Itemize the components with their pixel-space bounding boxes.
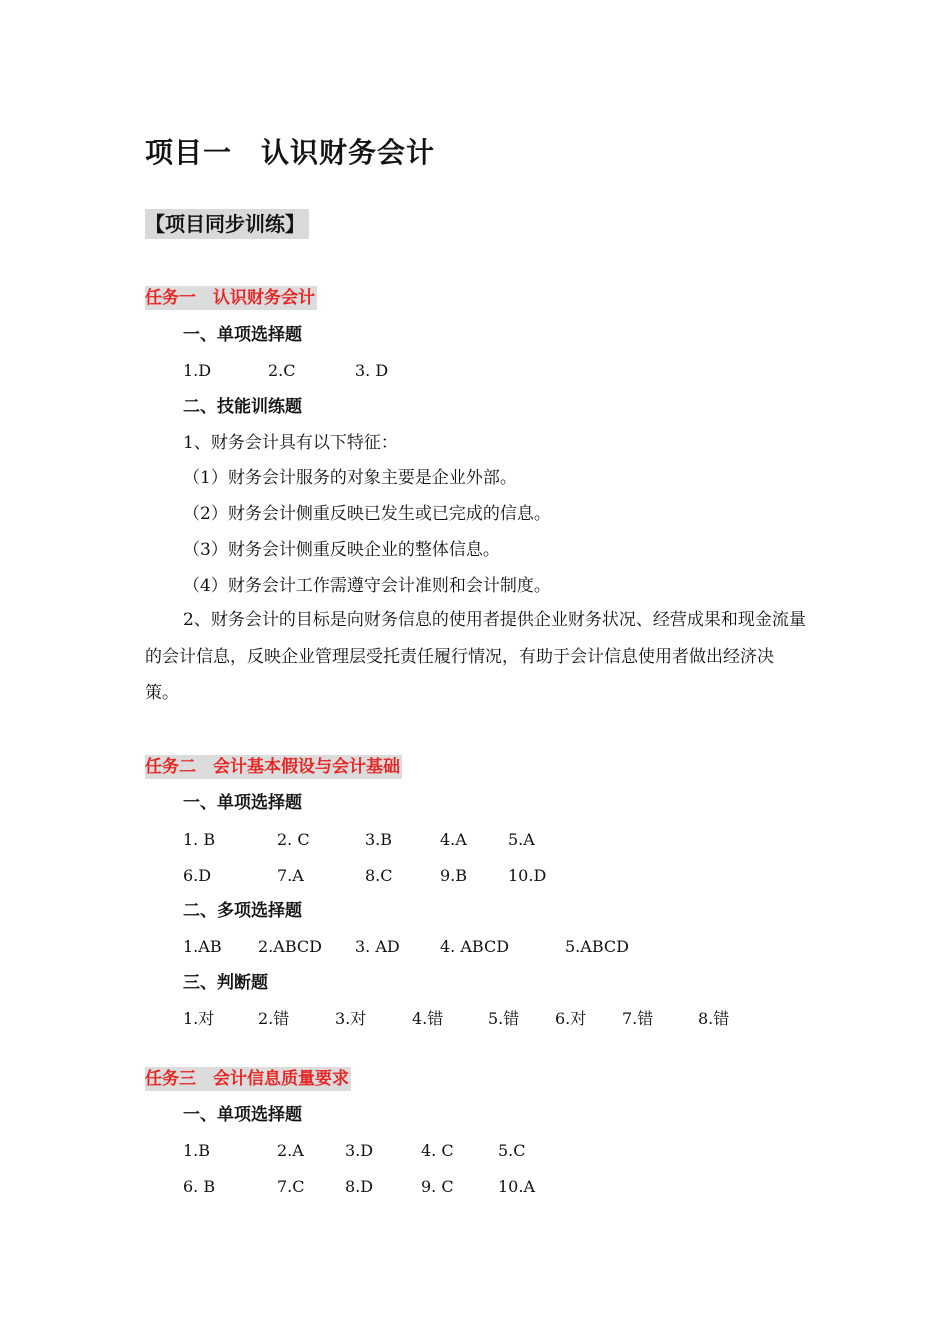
task1-skill-heading: 二、技能训练题 bbox=[183, 397, 302, 417]
task2-answer: 5.ABCD bbox=[565, 937, 629, 956]
task2-answer: 4.A bbox=[440, 830, 467, 849]
task2-answer: 4.错 bbox=[412, 1009, 444, 1028]
task2-answer: 9.B bbox=[440, 866, 468, 885]
task2-answer: 2.ABCD bbox=[258, 937, 322, 956]
task3-answer: 4. C bbox=[421, 1141, 454, 1160]
task1-title: 任务一 认识财务会计 bbox=[145, 288, 315, 308]
q2-paragraph: 2、财务会计的目标是向财务信息的使用者提供企业财务状况、经营成果和现金流量的会计信息，反映企业管理层受托责任履行情况，有助于会计信息使用者做出经济决策。 bbox=[145, 610, 806, 703]
task3-answer: 2.A bbox=[277, 1141, 304, 1160]
task2-answer: 1.对 bbox=[183, 1009, 215, 1028]
task2-answer: 1.AB bbox=[183, 937, 222, 956]
task3-answer: 8.D bbox=[345, 1177, 374, 1196]
q1-item: （4）财务会计工作需遵守会计准则和会计制度。 bbox=[183, 576, 551, 596]
task2-answer: 5.A bbox=[508, 830, 535, 849]
task2-true-false-heading: 三、判断题 bbox=[183, 973, 268, 993]
task3-answer: 3.D bbox=[345, 1141, 374, 1160]
task3-answer: 9. C bbox=[421, 1177, 454, 1196]
task2-answer: 3.对 bbox=[335, 1009, 367, 1028]
section-subtitle: 【项目同步训练】 bbox=[145, 209, 309, 239]
task3-title: 任务三 会计信息质量要求 bbox=[145, 1069, 349, 1089]
task2-answer: 8.错 bbox=[698, 1009, 730, 1028]
task2-answer: 8.C bbox=[365, 866, 393, 885]
task2-answer: 4. ABCD bbox=[440, 937, 510, 956]
task3-answer: 5.C bbox=[498, 1141, 526, 1160]
task2-answer: 7.A bbox=[277, 866, 304, 885]
task1-answer: 1.D bbox=[183, 361, 212, 380]
q1-intro: 1、财务会计具有以下特征： bbox=[183, 433, 398, 453]
task2-answer: 2.错 bbox=[258, 1009, 290, 1028]
project-title: 项目一 认识财务会计 bbox=[145, 136, 436, 169]
q1-item: （2）财务会计侧重反映已发生或已完成的信息。 bbox=[183, 504, 551, 524]
task2-answer: 2. C bbox=[277, 830, 310, 849]
task2-answer: 3. AD bbox=[355, 937, 400, 956]
task2-answer: 1. B bbox=[183, 830, 216, 849]
task2-title: 任务二 会计基本假设与会计基础 bbox=[145, 757, 400, 777]
task2-answer: 10.D bbox=[508, 866, 547, 885]
task3-answer: 1.B bbox=[183, 1141, 211, 1160]
task1-single-choice-heading: 一、单项选择题 bbox=[183, 325, 302, 345]
task2-multiple-choice-heading: 二、多项选择题 bbox=[183, 901, 302, 921]
task2-answer: 7.错 bbox=[622, 1009, 654, 1028]
task2-answer: 6.D bbox=[183, 866, 212, 885]
task2-answer: 5.错 bbox=[488, 1009, 520, 1028]
task3-single-choice-heading: 一、单项选择题 bbox=[183, 1105, 302, 1125]
task2-single-choice-heading: 一、单项选择题 bbox=[183, 793, 302, 813]
task1-answer: 3. D bbox=[355, 361, 389, 380]
task3-answer: 6. B bbox=[183, 1177, 216, 1196]
q1-item: （3）财务会计侧重反映企业的整体信息。 bbox=[183, 540, 500, 560]
task3-answer: 10.A bbox=[498, 1177, 535, 1196]
task3-answer: 7.C bbox=[277, 1177, 305, 1196]
task1-answer: 2.C bbox=[268, 361, 296, 380]
task2-answer: 3.B bbox=[365, 830, 393, 849]
task2-answer: 6.对 bbox=[555, 1009, 587, 1028]
q1-item: （1）财务会计服务的对象主要是企业外部。 bbox=[183, 468, 517, 488]
